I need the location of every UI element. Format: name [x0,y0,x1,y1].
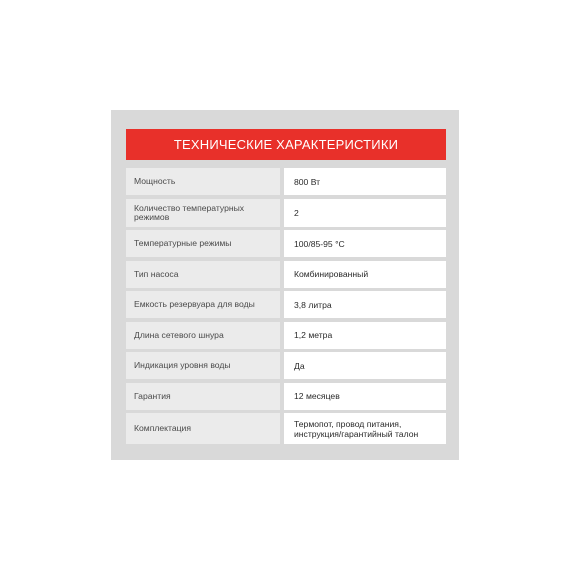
spec-value: Да [284,352,446,379]
spec-label: Мощность [126,168,280,195]
spec-row-temperature-mode-count [126,199,446,227]
specs-title: ТЕХНИЧЕСКИЕ ХАРАКТЕРИСТИКИ [126,129,446,160]
spec-label: Индикация уровня воды [126,352,280,379]
spec-value: Термопот, провод питания, инструкция/гарантийный талон [284,413,446,444]
spec-value: 3,8 литра [284,291,446,318]
specs-panel [111,110,459,460]
spec-value: Комбинированный [284,261,446,288]
spec-value: 12 месяцев [284,383,446,410]
spec-row-warranty [126,383,446,410]
spec-label: Длина сетевого шнура [126,322,280,349]
spec-label: Гарантия [126,383,280,410]
spec-label: Температурные режимы [126,230,280,257]
spec-label: Тип насоса [126,261,280,288]
spec-label: Емкость резервуара для воды [126,291,280,318]
spec-row-water-level-indicator [126,352,446,379]
spec-row-tank-capacity [126,291,446,318]
spec-row-package-contents [126,413,446,444]
specs-table [126,168,446,444]
spec-row-pump-type [126,261,446,288]
spec-value: 2 [284,199,446,227]
spec-row-temperature-modes [126,230,446,257]
spec-value: 800 Вт [284,168,446,195]
spec-row-power [126,168,446,195]
spec-row-cord-length [126,322,446,349]
spec-label: Количество температурных режимов [126,199,280,227]
spec-label: Комплектация [126,413,280,444]
spec-value: 1,2 метра [284,322,446,349]
spec-value: 100/85-95 °C [284,230,446,257]
